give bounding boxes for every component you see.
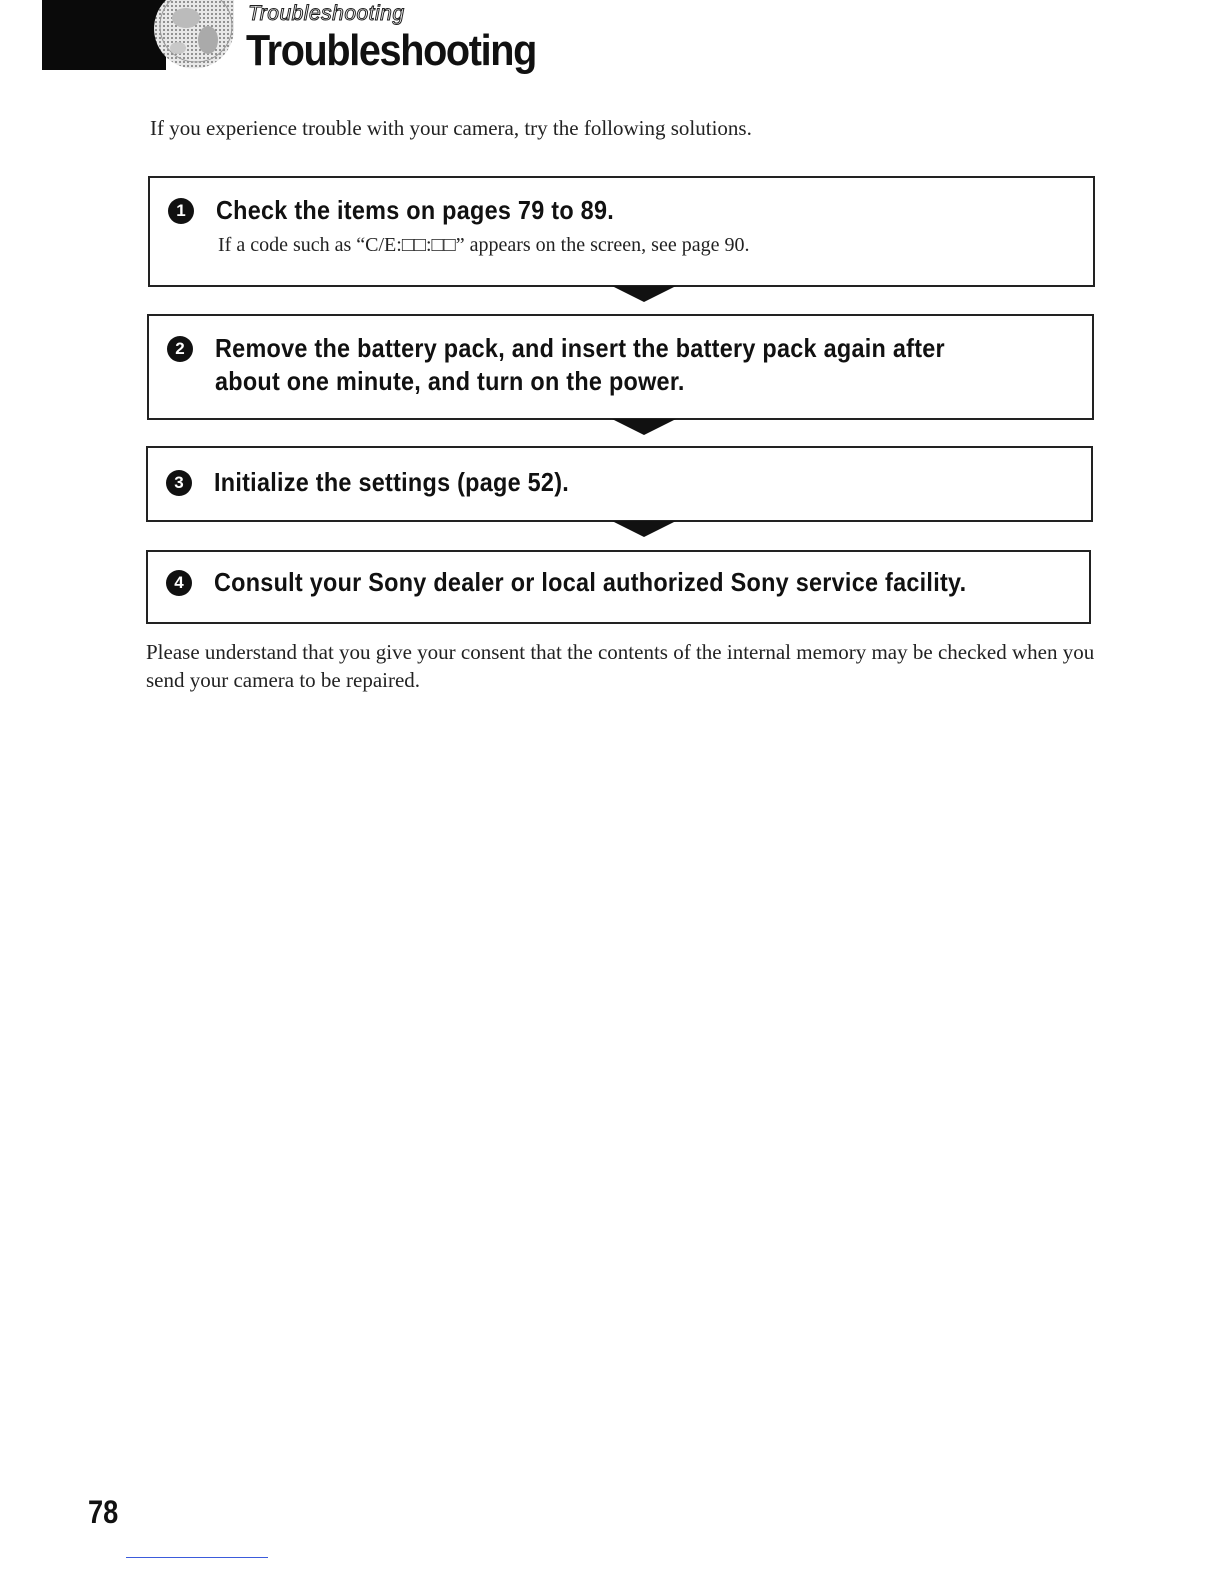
- page-number: 78: [88, 1494, 119, 1530]
- section-label: Troubleshooting: [248, 2, 405, 25]
- step-2-number-badge: 2: [167, 336, 193, 362]
- step-1-note: If a code such as “C/E:□□:□□” appears on the screen, see page 90.: [218, 234, 750, 256]
- page-title: Troubleshooting: [246, 26, 536, 75]
- step-2-box: [147, 314, 1094, 420]
- step-1-box: [148, 176, 1095, 287]
- flow-arrow-1: [612, 286, 676, 302]
- step-2-title: Remove the battery pack, and insert the battery pack again after about one minute, and turn on the power.: [215, 333, 945, 396]
- step-3-box: [146, 446, 1093, 522]
- step-1-title: Check the items on pages 79 to 89.: [216, 195, 615, 225]
- consent-note: Please understand that you give your consent that the contents of the internal memory may be checked when you send your camera to be repaired.: [146, 640, 1095, 692]
- bottom-rule: [126, 1557, 268, 1558]
- step-4-box: [146, 550, 1091, 624]
- step-3-title: Initialize the settings (page 52).: [214, 467, 570, 497]
- flow-arrow-3: [612, 521, 676, 537]
- step-1-number-badge: 1: [168, 198, 194, 224]
- troubleshooting-globe-icon: [138, 0, 238, 76]
- step-4-title: Consult your Sony dealer or local authorized Sony service facility.: [214, 567, 967, 597]
- flow-arrow-2: [612, 419, 676, 435]
- step-3-number-badge: 3: [166, 470, 192, 496]
- step-4-number-badge: 4: [166, 570, 192, 596]
- intro-text: If you experience trouble with your camera, try the following solutions.: [150, 116, 752, 140]
